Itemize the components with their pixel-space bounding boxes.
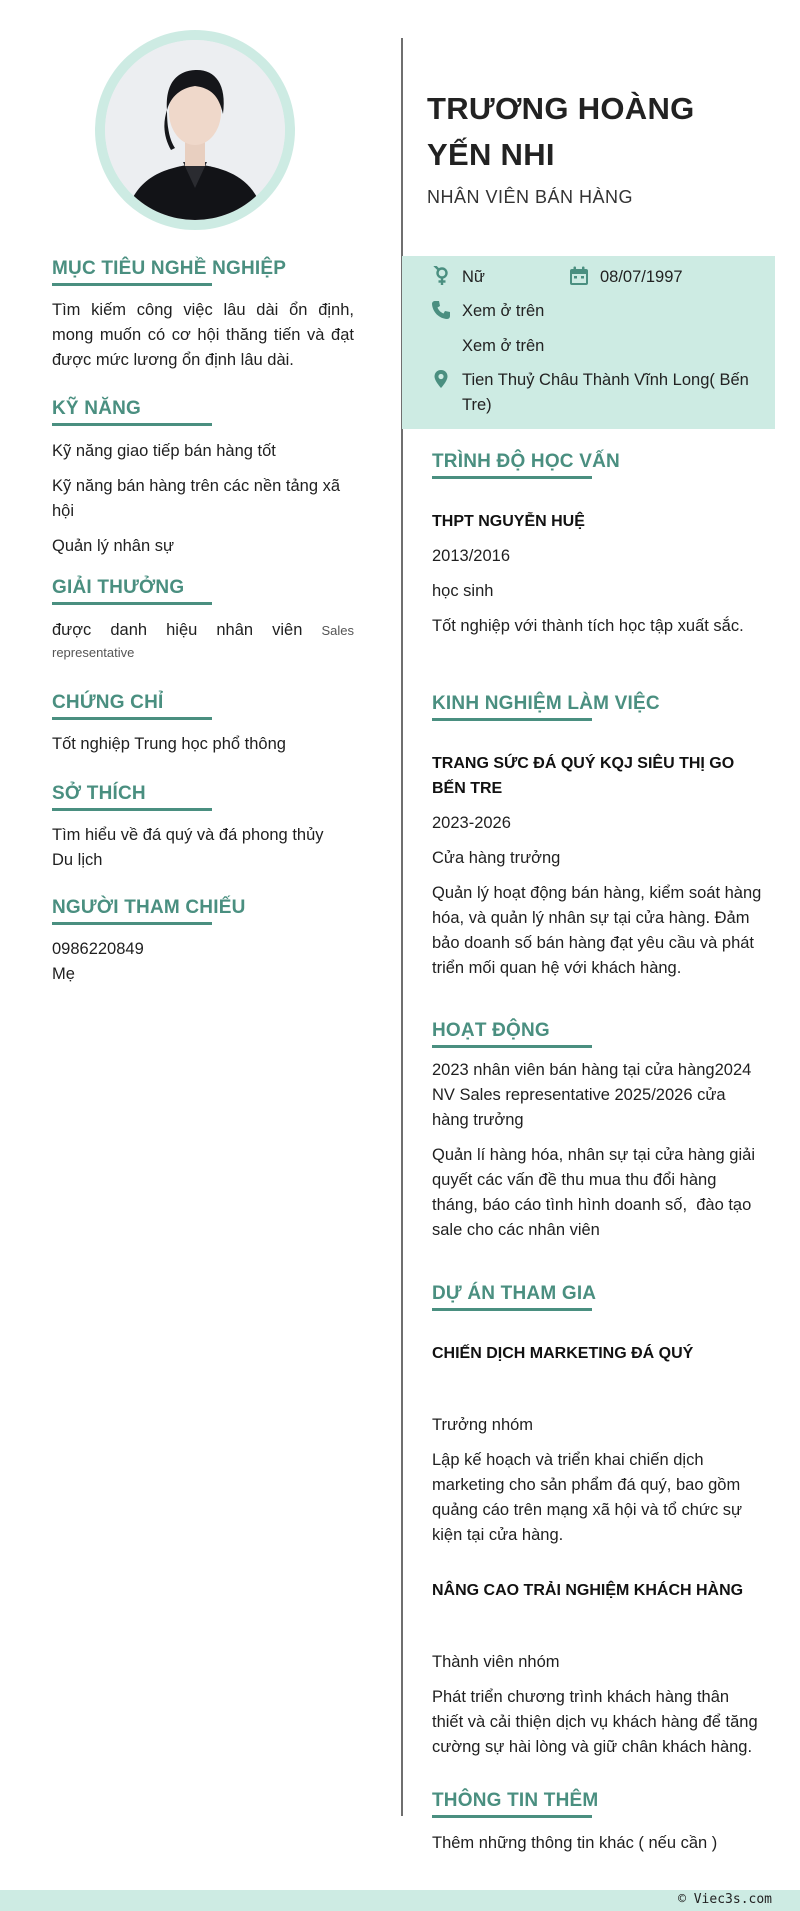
section-underline xyxy=(432,476,592,479)
candidate-name: TRƯƠNG HOÀNG YẾN NHI xyxy=(427,91,695,172)
section-title: TRÌNH ĐỘ HỌC VẤN xyxy=(432,451,620,472)
calendar-icon xyxy=(569,266,589,286)
section-title: GIẢI THƯỞNG xyxy=(52,577,185,598)
awards-section xyxy=(52,577,354,663)
project-name: NÂNG CAO TRẢI NGHIỆM KHÁCH HÀNG xyxy=(432,1582,744,1599)
section-title: NGƯỜI THAM CHIẾU xyxy=(52,897,246,918)
project-name: CHIẾN DỊCH MARKETING ĐÁ QUÝ xyxy=(432,1345,694,1362)
school-name: THPT NGUYỄN HUỆ xyxy=(432,513,585,530)
section-underline xyxy=(52,922,212,925)
certificate-text: Tốt nghiệp Trung học phổ thông xyxy=(52,735,286,753)
section-title: HOẠT ĐỘNG xyxy=(432,1020,550,1041)
company-name: TRANG SỨC ĐÁ QUÝ KQJ SIÊU THỊ GO BẾN TRE xyxy=(432,755,735,797)
email-value: Xem ở trên xyxy=(462,337,545,355)
references-section xyxy=(52,897,354,987)
activities-section xyxy=(432,1020,762,1243)
profile-photo xyxy=(105,40,285,220)
candidate-role: NHÂN VIÊN BÁN HÀNG xyxy=(427,187,634,207)
hobbies-section xyxy=(52,783,354,873)
section-title: CHỨNG CHỈ xyxy=(52,692,164,713)
project-desc: Phát triển chương trình khách hàng thân thiết và cải thiện dịch vụ khách hàng để tăng cường sự hài lòng và giữ chân khách hàng. xyxy=(432,1688,758,1756)
certificates-section xyxy=(52,692,354,757)
award-main: được danh hiệu nhân viên xyxy=(52,621,303,639)
section-title: SỞ THÍCH xyxy=(52,783,146,804)
hobby-item: Du lịch xyxy=(52,851,103,869)
award-small-2: representative xyxy=(52,645,135,660)
objective-text: Tìm kiếm công việc lâu dài ổn định, mong muốn có cơ hội thăng tiến và đạt được mức lương ổn định lâu dài. xyxy=(52,301,354,369)
section-title: DỰ ÁN THAM GIA xyxy=(432,1283,597,1304)
section-title: MỤC TIÊU NGHỀ NGHIỆP xyxy=(52,258,287,279)
experience-position: Cửa hàng trưởng xyxy=(432,849,561,867)
gender-value: Nữ xyxy=(462,268,485,286)
birthdate-value: 08/07/1997 xyxy=(600,268,683,286)
education-desc: Tốt nghiệp với thành tích học tập xuất sắc. xyxy=(432,617,744,635)
education-period: 2013/2016 xyxy=(432,547,510,565)
skill-item: Quản lý nhân sự xyxy=(52,537,175,555)
skills-section xyxy=(52,398,354,559)
section-underline xyxy=(52,808,212,811)
award-small-1: Sales xyxy=(321,623,354,638)
reference-relation: Mẹ xyxy=(52,965,75,983)
section-title: KỸ NĂNG xyxy=(52,398,142,419)
objective-section xyxy=(52,258,354,373)
section-underline xyxy=(432,1815,592,1818)
section-underline xyxy=(52,423,212,426)
footer-bar xyxy=(0,1890,800,1911)
avatar-ring xyxy=(95,30,295,230)
reference-phone: 0986220849 xyxy=(52,940,144,958)
project-role: Thành viên nhóm xyxy=(432,1653,560,1671)
experience-section xyxy=(432,693,762,981)
gender-icon xyxy=(431,266,451,286)
activity-desc: Quản lí hàng hóa, nhân sự tại cửa hàng giải quyết các vấn đề thu mua thu đổi hàng tháng, báo cáo tình hình doanh số, đào tạo sale cho các nhân viên xyxy=(432,1146,760,1239)
section-underline xyxy=(52,602,212,605)
projects-section xyxy=(432,1283,762,1760)
education-role: học sinh xyxy=(432,582,494,600)
contact-info-box xyxy=(402,256,775,429)
section-title: KINH NGHIỆM LÀM VIỆC xyxy=(432,693,660,714)
footer-credit: © Viec3s.com xyxy=(678,1892,772,1907)
project-role: Trưởng nhóm xyxy=(432,1416,534,1434)
activity-timeline: 2023 nhân viên bán hàng tại cửa hàng2024 NV Sales representative 2025/2026 cửa hàng trưởng xyxy=(432,1061,752,1129)
award-text xyxy=(52,618,354,643)
address-value: Tien Thuỷ Châu Thành Vĩnh Long( Bến Tre) xyxy=(462,371,749,414)
experience-period: 2023-2026 xyxy=(432,814,511,832)
hobby-item: Tìm hiểu về đá quý và đá phong thủy xyxy=(52,826,324,844)
section-underline xyxy=(432,718,592,721)
section-underline xyxy=(52,717,212,720)
section-underline xyxy=(432,1308,592,1311)
experience-desc: Quản lý hoạt động bán hàng, kiểm soát hàng hóa, và quản lý nhân sự tại cửa hàng. Đảm bảo doanh số bán hàng đạt yêu cầu và phát triển mối quan hệ với khách hàng. xyxy=(432,884,762,977)
skill-item: Kỹ năng bán hàng trên các nền tảng xã hội xyxy=(52,477,341,520)
project-desc: Lập kế hoạch và triển khai chiến dịch marketing cho sản phẩm đá quý, bao gồm quảng cáo trên mạng xã hội và tổ chức sự kiện tại cửa hàng. xyxy=(432,1451,743,1544)
phone-icon xyxy=(431,300,451,320)
more-info-text: Thêm những thông tin khác ( nếu cần ) xyxy=(432,1834,718,1852)
avatar xyxy=(105,40,285,220)
more-info-section xyxy=(432,1790,762,1856)
location-pin-icon xyxy=(431,369,451,389)
skill-item: Kỹ năng giao tiếp bán hàng tốt xyxy=(52,442,276,460)
section-title: THÔNG TIN THÊM xyxy=(432,1790,599,1811)
section-underline xyxy=(52,283,212,286)
section-underline xyxy=(432,1045,592,1048)
phone-value: Xem ở trên xyxy=(462,302,545,320)
education-section xyxy=(432,451,762,639)
